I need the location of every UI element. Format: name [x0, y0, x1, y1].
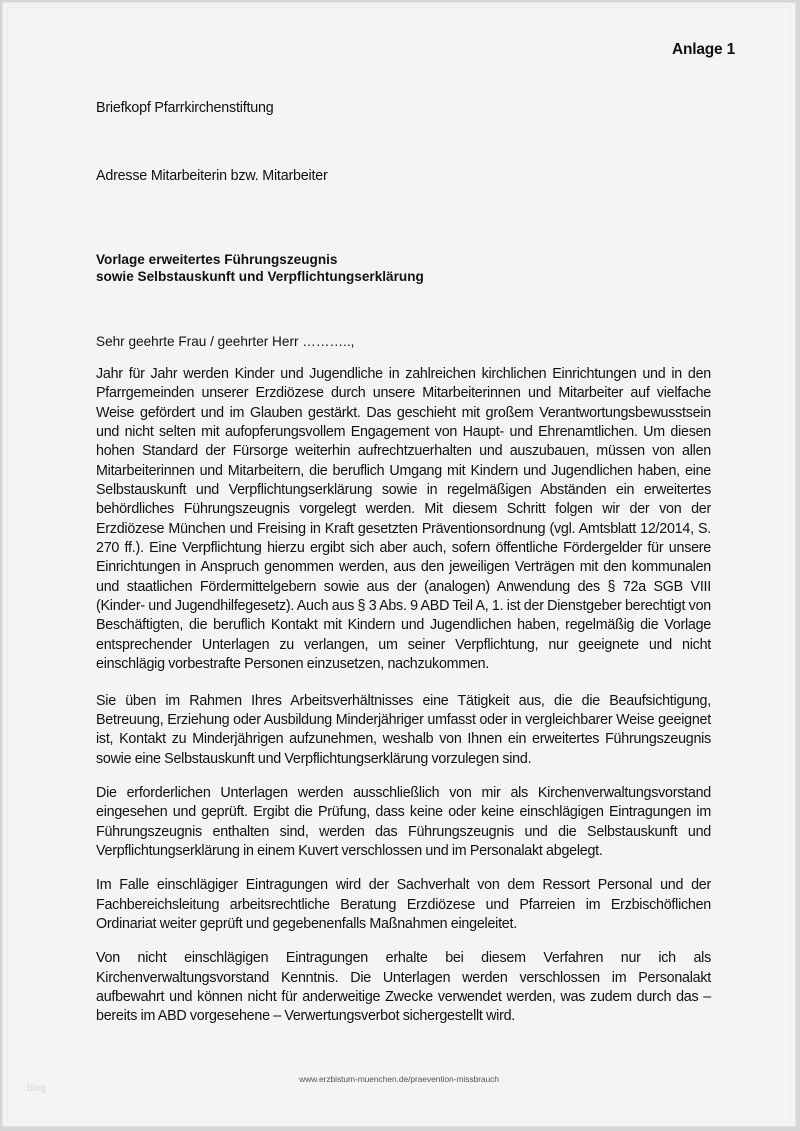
paragraph-confidentiality: Von nicht einschlägigen Eintragungen erhalte bei diesem Verfahren nur ich als Kirchenverwaltungsvorstand Kenntnis. Die Unterlagen werden verschlossen im Personalakt aufbewahrt und können nicht für anderweitige Zwecke verwendet werden, was zudem durch das – bereits im ABD vorgesehene – Verwertungsverbot sichergestellt wird. [96, 950, 711, 1025]
subject-line-1: Vorlage erweitertes Führungszeugnis [96, 252, 338, 267]
subject-line-2: sowie Selbstauskunft und Verpflichtungserklärung [96, 269, 424, 284]
document-page [2, 2, 796, 1127]
paragraph-review: Die erforderlichen Unterlagen werden ausschließlich von mir als Kirchenverwaltungsvorstand eingesehen und geprüft. Ergibt die Prüfung, dass keine oder keine einschlägigen Eintragungen im Führungszeugnis enthalten sind, werden das Führungszeugnis und die Selbstauskunft und Verpflichtungserklärung in einem Kuvert verschlossen und im Personalakt abgelegt. [96, 784, 711, 859]
letter-body [96, 365, 711, 1042]
subject-line [96, 251, 424, 285]
letterhead-placeholder: Briefkopf Pfarrkirchenstiftung [96, 100, 274, 116]
recipient-address-placeholder: Adresse Mitarbeiterin bzw. Mitarbeiter [96, 168, 328, 184]
paragraph-relevant-entries: Im Falle einschlägiger Eintragungen wird der Sachverhalt von dem Ressort Personal und der Fachbereichsleitung arbeitsrechtliche Beratung Erzdiözese und Pfarreien im Erzbischöflichen Ordinariat weiter geprüft und gegebenenfalls Maßnahmen eingeleitet. [96, 877, 711, 932]
paragraph-activity: Sie üben im Rahmen Ihres Arbeitsverhältnisses eine Tätigkeit aus, die die Beaufsichtigung, Betreuung, Erziehung oder Ausbildung Minderjähriger umfasst oder in vergleichbarer Weise geeignet ist, Kontakt zu Minderjährigen aufzunehmen, weshalb von Ihnen ein erweitertes Führungszeugnis sowie eine Selbstauskunft und Verpflichtungserklärung vorzulegen sind. [96, 692, 711, 767]
footer-url: www.erzbistum-muenchen.de/praevention-missbrauch [299, 1074, 499, 1084]
watermark-text: blog [27, 1083, 46, 1094]
paragraph-purpose: Jahr für Jahr werden Kinder und Jugendliche in zahlreichen kirchlichen Einrichtungen und in den Pfarrgemeinden unserer Erzdiözese durch unsere Mitarbeiterinnen und Mitarbeiter auf vielfache Weise gefördert und im Glauben gestärkt. Das geschieht mit großem Verantwortungsbewusstsein und nicht selten mit aufopferungsvollem Engagement von Haupt- und Ehrenamtlichen. Um diesen hohen Standard der Fürsorge weiterhin aufrechtzuerhalten und auszubauen, müssen von allen Mitarbeiterinnen und Mitarbeitern, die beruflich Umgang mit Kindern und Jugendlichen haben, eine Selbstauskunft und Verpflichtungserklärung sowie in regelmäßigen Abständen ein erweitertes behördliches Führungszeugnis vorgelegt werden. Mit diesem Schritt folgen wir der von der Erzdiözese München und Freising in Kraft gesetzten Präventionsordnung (vgl. Amtsblatt 12/2014, S. 270 ff.). Eine Verpflichtung hierzu ergibt sich aber auch, sofern öffentliche Fördergelder für unsere Einrichtungen in Anspruch genommen werden, aus den jeweiligen Verträgen mit den kommunalen und staatlichen Fördermittelgebern sowie aus der (analogen) Anwendung des § 72a SGB VIII (Kinder- und Jugendhilfegesetz). Auch aus § 3 Abs. 9 ABD Teil A, 1. ist der Dienstgeber berechtigt von Beschäftigten, die beruflich Kontakt mit Kindern und Jugendlichen haben, regelmäßig die Vorlage entsprechender Unterlagen zu verlangen, um seiner Verpflichtung, nur geeignete und nicht einschlägig vorbestrafte Personen einzusetzen, nachzukommen. [96, 366, 711, 673]
salutation: Sehr geehrte Frau / geehrter Herr ……….., [96, 334, 355, 349]
annex-label: Anlage 1 [671, 41, 735, 58]
